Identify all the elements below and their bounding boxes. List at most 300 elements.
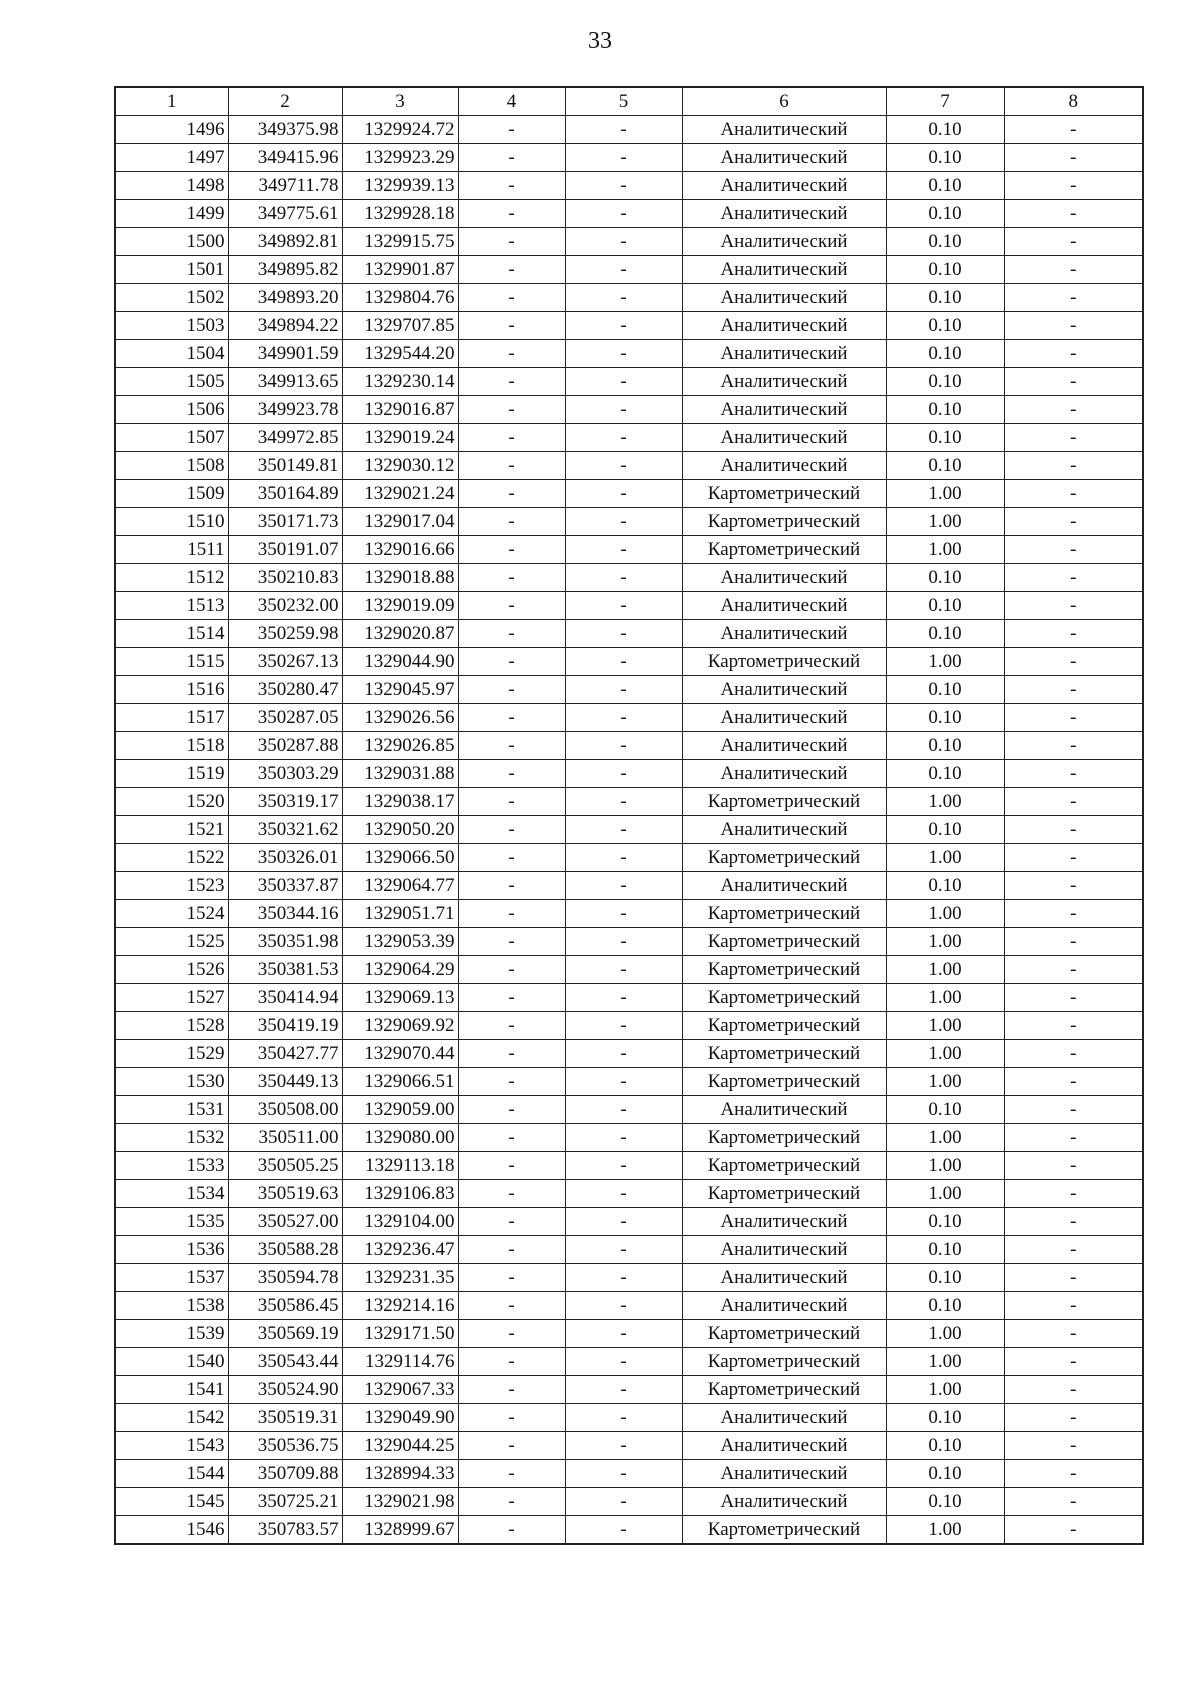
y-coordinate-cell: 1329236.47	[342, 1236, 458, 1264]
x-coordinate-cell: 350783.57	[228, 1516, 342, 1545]
col-8-cell: -	[1004, 704, 1143, 732]
y-coordinate-cell: 1329106.83	[342, 1180, 458, 1208]
y-coordinate-cell: 1329066.51	[342, 1068, 458, 1096]
col-4-cell: -	[458, 1124, 565, 1152]
method-cell: Картометрический	[682, 508, 886, 536]
point-number-cell: 1530	[115, 1068, 228, 1096]
x-coordinate-cell: 350586.45	[228, 1292, 342, 1320]
table-row	[115, 1292, 1143, 1320]
point-number-cell: 1513	[115, 592, 228, 620]
x-coordinate-cell: 350321.62	[228, 816, 342, 844]
x-coordinate-cell: 350259.98	[228, 620, 342, 648]
accuracy-cell: 0.10	[886, 256, 1004, 284]
method-cell: Аналитический	[682, 1096, 886, 1124]
col-4-cell: -	[458, 340, 565, 368]
col-5-cell: -	[565, 340, 682, 368]
col-4-cell: -	[458, 1516, 565, 1545]
accuracy-cell: 0.10	[886, 200, 1004, 228]
x-coordinate-cell: 350171.73	[228, 508, 342, 536]
accuracy-cell: 1.00	[886, 508, 1004, 536]
table-row	[115, 844, 1143, 872]
method-cell: Картометрический	[682, 1180, 886, 1208]
col-8-cell: -	[1004, 1096, 1143, 1124]
y-coordinate-cell: 1329230.14	[342, 368, 458, 396]
y-coordinate-cell: 1329059.00	[342, 1096, 458, 1124]
method-cell: Картометрический	[682, 956, 886, 984]
method-cell: Аналитический	[682, 620, 886, 648]
x-coordinate-cell: 350326.01	[228, 844, 342, 872]
x-coordinate-cell: 349375.98	[228, 116, 342, 144]
x-coordinate-cell: 350344.16	[228, 900, 342, 928]
table-row	[115, 564, 1143, 592]
point-number-cell: 1527	[115, 984, 228, 1012]
table-row	[115, 172, 1143, 200]
point-number-cell: 1533	[115, 1152, 228, 1180]
point-number-cell: 1528	[115, 1012, 228, 1040]
col-5-cell: -	[565, 844, 682, 872]
x-coordinate-cell: 350508.00	[228, 1096, 342, 1124]
coordinates-table	[114, 86, 1144, 1545]
col-4-cell: -	[458, 1152, 565, 1180]
point-number-cell: 1543	[115, 1432, 228, 1460]
col-5-cell: -	[565, 732, 682, 760]
y-coordinate-cell: 1329915.75	[342, 228, 458, 256]
y-coordinate-cell: 1329707.85	[342, 312, 458, 340]
point-number-cell: 1507	[115, 424, 228, 452]
point-number-cell: 1523	[115, 872, 228, 900]
point-number-cell: 1526	[115, 956, 228, 984]
method-cell: Аналитический	[682, 1404, 886, 1432]
col-4-cell: -	[458, 256, 565, 284]
table-row	[115, 1264, 1143, 1292]
col-8-cell: -	[1004, 592, 1143, 620]
point-number-cell: 1518	[115, 732, 228, 760]
table-row	[115, 396, 1143, 424]
col-4-cell: -	[458, 200, 565, 228]
col-4-cell: -	[458, 900, 565, 928]
accuracy-cell: 0.10	[886, 284, 1004, 312]
y-coordinate-cell: 1329021.24	[342, 480, 458, 508]
accuracy-cell: 1.00	[886, 788, 1004, 816]
method-cell: Картометрический	[682, 1152, 886, 1180]
method-cell: Картометрический	[682, 1040, 886, 1068]
point-number-cell: 1522	[115, 844, 228, 872]
point-number-cell: 1504	[115, 340, 228, 368]
accuracy-cell: 1.00	[886, 956, 1004, 984]
col-4-cell: -	[458, 1068, 565, 1096]
col-5-cell: -	[565, 172, 682, 200]
y-coordinate-cell: 1329019.09	[342, 592, 458, 620]
point-number-cell: 1544	[115, 1460, 228, 1488]
col-5-cell: -	[565, 1488, 682, 1516]
point-number-cell: 1500	[115, 228, 228, 256]
x-coordinate-cell: 350427.77	[228, 1040, 342, 1068]
accuracy-cell: 0.10	[886, 368, 1004, 396]
col-4-cell: -	[458, 116, 565, 144]
accuracy-cell: 1.00	[886, 984, 1004, 1012]
col-8-cell: -	[1004, 564, 1143, 592]
col-5-cell: -	[565, 928, 682, 956]
accuracy-cell: 0.10	[886, 340, 1004, 368]
accuracy-cell: 1.00	[886, 928, 1004, 956]
y-coordinate-cell: 1329026.85	[342, 732, 458, 760]
col-5-cell: -	[565, 900, 682, 928]
col-4-cell: -	[458, 732, 565, 760]
point-number-cell: 1525	[115, 928, 228, 956]
y-coordinate-cell: 1329020.87	[342, 620, 458, 648]
table-row	[115, 1488, 1143, 1516]
table-row	[115, 1460, 1143, 1488]
col-4-cell: -	[458, 928, 565, 956]
point-number-cell: 1502	[115, 284, 228, 312]
col-8-cell: -	[1004, 816, 1143, 844]
x-coordinate-cell: 350709.88	[228, 1460, 342, 1488]
point-number-cell: 1505	[115, 368, 228, 396]
x-coordinate-cell: 350449.13	[228, 1068, 342, 1096]
col-5-cell: -	[565, 396, 682, 424]
col-8-cell: -	[1004, 1208, 1143, 1236]
column-header-2: 2	[228, 87, 342, 116]
col-8-cell: -	[1004, 1264, 1143, 1292]
table-row	[115, 1348, 1143, 1376]
col-5-cell: -	[565, 368, 682, 396]
col-5-cell: -	[565, 508, 682, 536]
col-4-cell: -	[458, 844, 565, 872]
y-coordinate-cell: 1329053.39	[342, 928, 458, 956]
x-coordinate-cell: 350524.90	[228, 1376, 342, 1404]
x-coordinate-cell: 350303.29	[228, 760, 342, 788]
accuracy-cell: 1.00	[886, 1152, 1004, 1180]
y-coordinate-cell: 1329018.88	[342, 564, 458, 592]
col-8-cell: -	[1004, 872, 1143, 900]
column-header-7: 7	[886, 87, 1004, 116]
method-cell: Аналитический	[682, 564, 886, 592]
table-row	[115, 340, 1143, 368]
y-coordinate-cell: 1329901.87	[342, 256, 458, 284]
col-4-cell: -	[458, 676, 565, 704]
point-number-cell: 1509	[115, 480, 228, 508]
accuracy-cell: 1.00	[886, 1124, 1004, 1152]
x-coordinate-cell: 350588.28	[228, 1236, 342, 1264]
accuracy-cell: 0.10	[886, 116, 1004, 144]
y-coordinate-cell: 1329070.44	[342, 1040, 458, 1068]
col-8-cell: -	[1004, 760, 1143, 788]
y-coordinate-cell: 1328994.33	[342, 1460, 458, 1488]
accuracy-cell: 1.00	[886, 1320, 1004, 1348]
col-8-cell: -	[1004, 1068, 1143, 1096]
col-4-cell: -	[458, 1376, 565, 1404]
accuracy-cell: 0.10	[886, 396, 1004, 424]
method-cell: Аналитический	[682, 1460, 886, 1488]
method-cell: Аналитический	[682, 760, 886, 788]
accuracy-cell: 0.10	[886, 1488, 1004, 1516]
x-coordinate-cell: 349415.96	[228, 144, 342, 172]
col-5-cell: -	[565, 200, 682, 228]
table-row	[115, 872, 1143, 900]
table-row	[115, 284, 1143, 312]
accuracy-cell: 1.00	[886, 1516, 1004, 1545]
col-4-cell: -	[458, 1096, 565, 1124]
col-8-cell: -	[1004, 312, 1143, 340]
y-coordinate-cell: 1329044.90	[342, 648, 458, 676]
table-row	[115, 1068, 1143, 1096]
col-8-cell: -	[1004, 1180, 1143, 1208]
col-5-cell: -	[565, 872, 682, 900]
y-coordinate-cell: 1329026.56	[342, 704, 458, 732]
y-coordinate-cell: 1329016.66	[342, 536, 458, 564]
accuracy-cell: 0.10	[886, 872, 1004, 900]
method-cell: Аналитический	[682, 228, 886, 256]
point-number-cell: 1537	[115, 1264, 228, 1292]
x-coordinate-cell: 349892.81	[228, 228, 342, 256]
table-row	[115, 368, 1143, 396]
method-cell: Аналитический	[682, 1264, 886, 1292]
col-8-cell: -	[1004, 368, 1143, 396]
point-number-cell: 1545	[115, 1488, 228, 1516]
accuracy-cell: 1.00	[886, 900, 1004, 928]
col-5-cell: -	[565, 1012, 682, 1040]
col-8-cell: -	[1004, 1292, 1143, 1320]
col-8-cell: -	[1004, 1432, 1143, 1460]
point-number-cell: 1536	[115, 1236, 228, 1264]
accuracy-cell: 0.10	[886, 1460, 1004, 1488]
col-4-cell: -	[458, 592, 565, 620]
point-number-cell: 1541	[115, 1376, 228, 1404]
col-5-cell: -	[565, 452, 682, 480]
table-row	[115, 648, 1143, 676]
method-cell: Аналитический	[682, 396, 886, 424]
col-5-cell: -	[565, 816, 682, 844]
x-coordinate-cell: 349775.61	[228, 200, 342, 228]
col-5-cell: -	[565, 648, 682, 676]
col-4-cell: -	[458, 172, 565, 200]
table-row	[115, 228, 1143, 256]
col-4-cell: -	[458, 228, 565, 256]
col-4-cell: -	[458, 424, 565, 452]
accuracy-cell: 0.10	[886, 424, 1004, 452]
col-5-cell: -	[565, 116, 682, 144]
column-header-5: 5	[565, 87, 682, 116]
x-coordinate-cell: 350536.75	[228, 1432, 342, 1460]
point-number-cell: 1546	[115, 1516, 228, 1545]
col-8-cell: -	[1004, 956, 1143, 984]
point-number-cell: 1498	[115, 172, 228, 200]
col-5-cell: -	[565, 1236, 682, 1264]
point-number-cell: 1517	[115, 704, 228, 732]
accuracy-cell: 0.10	[886, 1208, 1004, 1236]
x-coordinate-cell: 350527.00	[228, 1208, 342, 1236]
accuracy-cell: 1.00	[886, 1376, 1004, 1404]
col-8-cell: -	[1004, 1124, 1143, 1152]
table-row	[115, 200, 1143, 228]
x-coordinate-cell: 350164.89	[228, 480, 342, 508]
table-row	[115, 900, 1143, 928]
col-5-cell: -	[565, 620, 682, 648]
method-cell: Картометрический	[682, 844, 886, 872]
table-row	[115, 1516, 1143, 1545]
accuracy-cell: 0.10	[886, 592, 1004, 620]
method-cell: Аналитический	[682, 200, 886, 228]
y-coordinate-cell: 1329049.90	[342, 1404, 458, 1432]
y-coordinate-cell: 1329804.76	[342, 284, 458, 312]
table-row	[115, 620, 1143, 648]
col-4-cell: -	[458, 144, 565, 172]
method-cell: Аналитический	[682, 592, 886, 620]
point-number-cell: 1519	[115, 760, 228, 788]
col-8-cell: -	[1004, 200, 1143, 228]
method-cell: Картометрический	[682, 1376, 886, 1404]
col-8-cell: -	[1004, 116, 1143, 144]
table-row	[115, 1432, 1143, 1460]
method-cell: Картометрический	[682, 536, 886, 564]
table-row	[115, 508, 1143, 536]
method-cell: Аналитический	[682, 340, 886, 368]
table-row	[115, 312, 1143, 340]
accuracy-cell: 1.00	[886, 1068, 1004, 1096]
method-cell: Аналитический	[682, 816, 886, 844]
method-cell: Картометрический	[682, 900, 886, 928]
accuracy-cell: 0.10	[886, 564, 1004, 592]
col-4-cell: -	[458, 368, 565, 396]
table-row	[115, 928, 1143, 956]
point-number-cell: 1540	[115, 1348, 228, 1376]
method-cell: Картометрический	[682, 648, 886, 676]
y-coordinate-cell: 1329031.88	[342, 760, 458, 788]
method-cell: Аналитический	[682, 1488, 886, 1516]
x-coordinate-cell: 350267.13	[228, 648, 342, 676]
col-8-cell: -	[1004, 676, 1143, 704]
col-5-cell: -	[565, 564, 682, 592]
accuracy-cell: 0.10	[886, 228, 1004, 256]
method-cell: Аналитический	[682, 676, 886, 704]
y-coordinate-cell: 1329104.00	[342, 1208, 458, 1236]
col-4-cell: -	[458, 1432, 565, 1460]
column-header-1: 1	[115, 87, 228, 116]
y-coordinate-cell: 1329231.35	[342, 1264, 458, 1292]
col-5-cell: -	[565, 592, 682, 620]
col-5-cell: -	[565, 676, 682, 704]
y-coordinate-cell: 1329069.13	[342, 984, 458, 1012]
x-coordinate-cell: 349972.85	[228, 424, 342, 452]
accuracy-cell: 0.10	[886, 760, 1004, 788]
y-coordinate-cell: 1329171.50	[342, 1320, 458, 1348]
method-cell: Аналитический	[682, 704, 886, 732]
accuracy-cell: 1.00	[886, 536, 1004, 564]
table-row	[115, 1096, 1143, 1124]
col-4-cell: -	[458, 1040, 565, 1068]
col-5-cell: -	[565, 1320, 682, 1348]
y-coordinate-cell: 1329939.13	[342, 172, 458, 200]
col-8-cell: -	[1004, 424, 1143, 452]
x-coordinate-cell: 350419.19	[228, 1012, 342, 1040]
point-number-cell: 1511	[115, 536, 228, 564]
col-8-cell: -	[1004, 1404, 1143, 1432]
method-cell: Аналитический	[682, 1292, 886, 1320]
x-coordinate-cell: 350725.21	[228, 1488, 342, 1516]
col-8-cell: -	[1004, 536, 1143, 564]
table-row	[115, 788, 1143, 816]
col-4-cell: -	[458, 1012, 565, 1040]
col-8-cell: -	[1004, 620, 1143, 648]
accuracy-cell: 1.00	[886, 1180, 1004, 1208]
point-number-cell: 1496	[115, 116, 228, 144]
col-8-cell: -	[1004, 284, 1143, 312]
x-coordinate-cell: 350543.44	[228, 1348, 342, 1376]
col-5-cell: -	[565, 480, 682, 508]
y-coordinate-cell: 1329544.20	[342, 340, 458, 368]
x-coordinate-cell: 350594.78	[228, 1264, 342, 1292]
col-5-cell: -	[565, 144, 682, 172]
col-8-cell: -	[1004, 1012, 1143, 1040]
point-number-cell: 1512	[115, 564, 228, 592]
point-number-cell: 1497	[115, 144, 228, 172]
col-8-cell: -	[1004, 648, 1143, 676]
col-8-cell: -	[1004, 256, 1143, 284]
col-5-cell: -	[565, 228, 682, 256]
table-row	[115, 1376, 1143, 1404]
table-row	[115, 1152, 1143, 1180]
y-coordinate-cell: 1329066.50	[342, 844, 458, 872]
table-row	[115, 116, 1143, 144]
col-4-cell: -	[458, 1488, 565, 1516]
point-number-cell: 1539	[115, 1320, 228, 1348]
y-coordinate-cell: 1329064.29	[342, 956, 458, 984]
col-4-cell: -	[458, 1404, 565, 1432]
col-8-cell: -	[1004, 1516, 1143, 1545]
table-row	[115, 452, 1143, 480]
x-coordinate-cell: 349711.78	[228, 172, 342, 200]
accuracy-cell: 0.10	[886, 1264, 1004, 1292]
col-5-cell: -	[565, 1292, 682, 1320]
y-coordinate-cell: 1329021.98	[342, 1488, 458, 1516]
point-number-cell: 1532	[115, 1124, 228, 1152]
col-5-cell: -	[565, 1096, 682, 1124]
y-coordinate-cell: 1328999.67	[342, 1516, 458, 1545]
table-row	[115, 480, 1143, 508]
col-8-cell: -	[1004, 172, 1143, 200]
accuracy-cell: 0.10	[886, 452, 1004, 480]
col-5-cell: -	[565, 984, 682, 1012]
method-cell: Картометрический	[682, 1320, 886, 1348]
x-coordinate-cell: 350149.81	[228, 452, 342, 480]
col-4-cell: -	[458, 816, 565, 844]
col-4-cell: -	[458, 648, 565, 676]
x-coordinate-cell: 350319.17	[228, 788, 342, 816]
y-coordinate-cell: 1329069.92	[342, 1012, 458, 1040]
col-8-cell: -	[1004, 1460, 1143, 1488]
col-4-cell: -	[458, 508, 565, 536]
col-4-cell: -	[458, 536, 565, 564]
col-8-cell: -	[1004, 984, 1143, 1012]
col-4-cell: -	[458, 760, 565, 788]
y-coordinate-cell: 1329080.00	[342, 1124, 458, 1152]
method-cell: Аналитический	[682, 116, 886, 144]
method-cell: Аналитический	[682, 284, 886, 312]
point-number-cell: 1524	[115, 900, 228, 928]
col-5-cell: -	[565, 1516, 682, 1545]
table-row	[115, 732, 1143, 760]
col-5-cell: -	[565, 1460, 682, 1488]
x-coordinate-cell: 350337.87	[228, 872, 342, 900]
col-4-cell: -	[458, 1264, 565, 1292]
col-8-cell: -	[1004, 1236, 1143, 1264]
col-5-cell: -	[565, 312, 682, 340]
col-8-cell: -	[1004, 228, 1143, 256]
col-5-cell: -	[565, 1348, 682, 1376]
y-coordinate-cell: 1329030.12	[342, 452, 458, 480]
x-coordinate-cell: 350351.98	[228, 928, 342, 956]
accuracy-cell: 0.10	[886, 312, 1004, 340]
